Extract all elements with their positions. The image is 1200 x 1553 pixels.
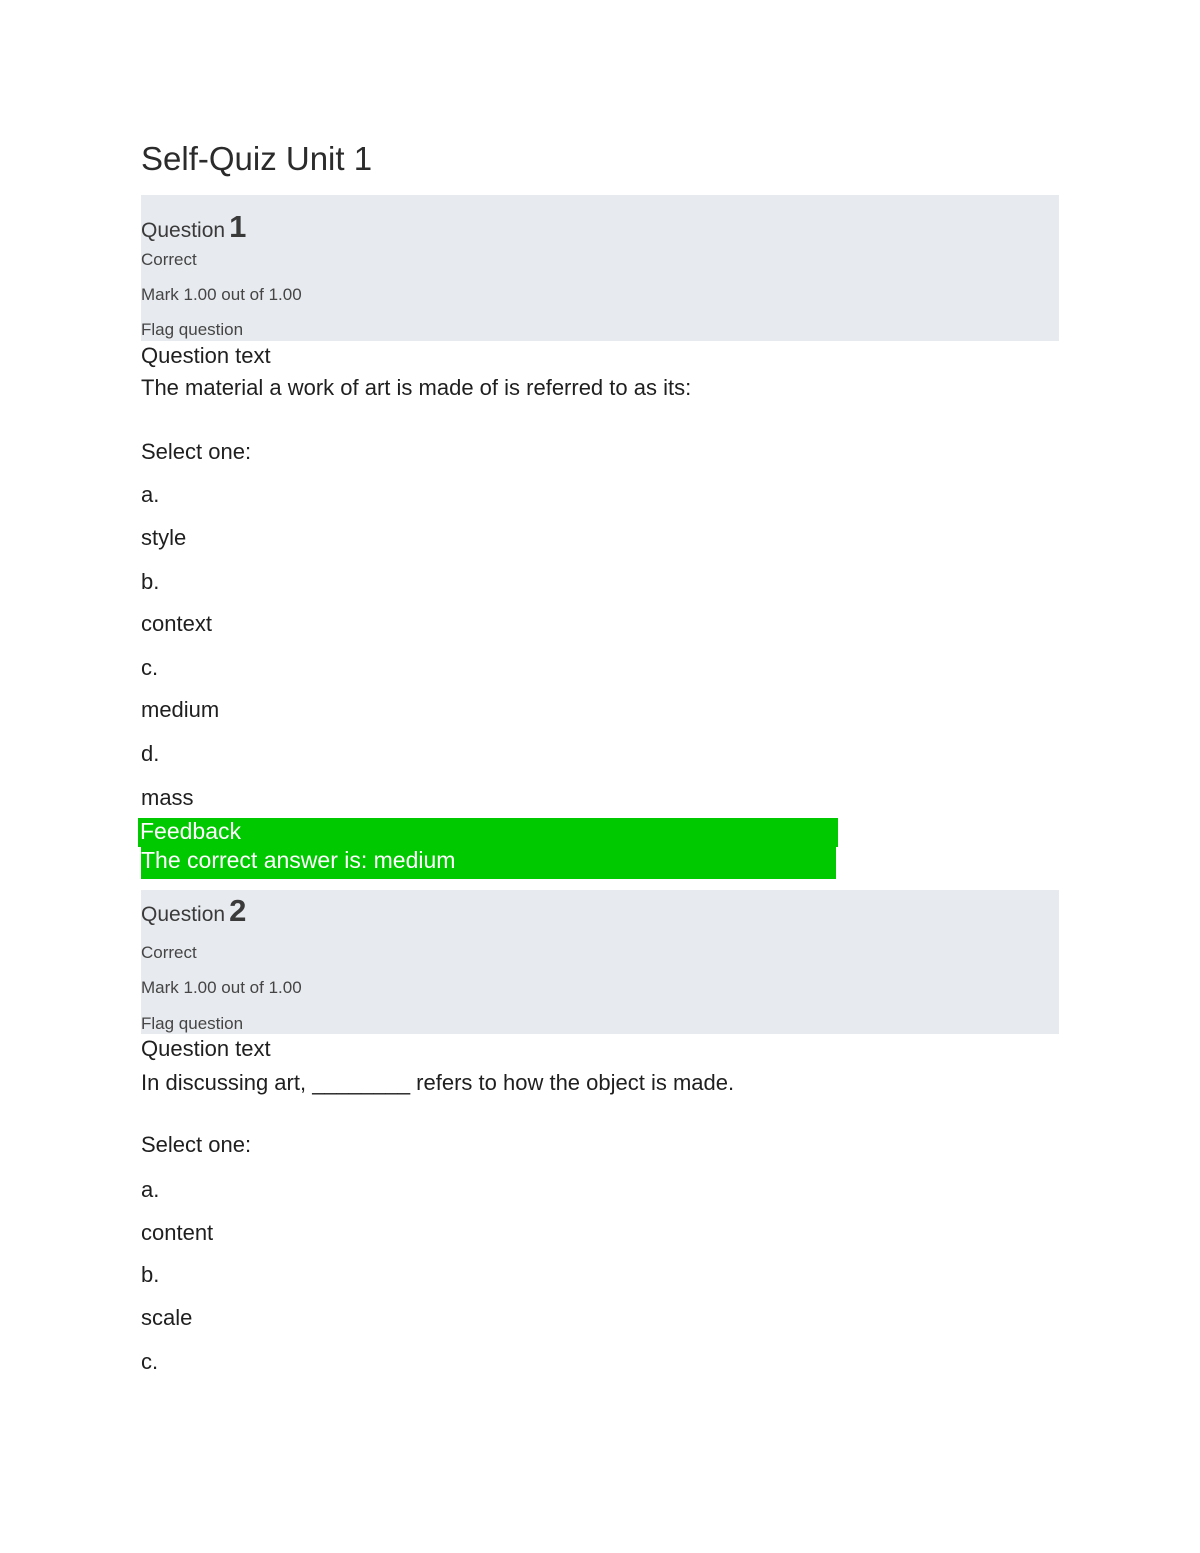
feedback-answer-bar (141, 847, 836, 879)
question-number: 2 (229, 893, 247, 928)
question-label: Question (141, 903, 226, 926)
option-text[interactable]: mass (141, 785, 194, 810)
question-heading (141, 893, 246, 929)
option-letter: b. (141, 1262, 160, 1287)
option-letter: c. (141, 1349, 159, 1374)
flag-question-link[interactable]: Flag question (141, 320, 244, 339)
option-text[interactable]: style (141, 525, 187, 550)
question-info-box (141, 890, 1059, 1034)
option-letter: a. (141, 482, 160, 507)
option-text[interactable]: medium (141, 697, 220, 722)
option-text[interactable]: content (141, 1220, 214, 1245)
question-label: Question (141, 219, 226, 242)
question-mark: Mark 1.00 out of 1.00 (141, 285, 302, 304)
option-letter: a. (141, 1177, 160, 1202)
question-state: Correct (141, 250, 197, 269)
feedback-heading-bar (138, 818, 838, 847)
question-text: In discussing art, ________ refers to how the object is made. (141, 1070, 735, 1095)
option-letter: d. (141, 741, 160, 766)
option-letter: c. (141, 655, 159, 680)
option-letter: b. (141, 569, 160, 594)
feedback-heading: Feedback (140, 818, 242, 844)
select-prompt: Select one: (141, 1132, 252, 1157)
flag-question-link[interactable]: Flag question (141, 1014, 244, 1033)
question-number: 1 (229, 209, 247, 244)
option-text[interactable]: scale (141, 1305, 193, 1330)
option-text[interactable]: context (141, 611, 212, 636)
question-info-box (141, 195, 1059, 341)
feedback-text: The correct answer is: medium (141, 847, 456, 873)
question-heading (141, 209, 246, 245)
question-text: The material a work of art is made of is referred to as its: (141, 375, 692, 400)
question-text-heading: Question text (141, 343, 271, 368)
select-prompt: Select one: (141, 439, 252, 464)
question-state: Correct (141, 943, 197, 962)
question-mark: Mark 1.00 out of 1.00 (141, 978, 302, 997)
question-text-heading: Question text (141, 1036, 271, 1061)
page-title: Self-Quiz Unit 1 (141, 140, 373, 177)
